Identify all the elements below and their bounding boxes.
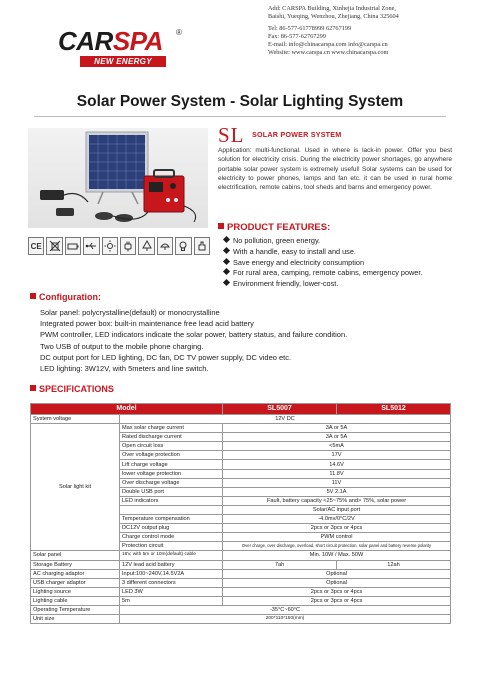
table-cell: Over charge, over discharge, overload, short circuit protection, solar panel and battery reverse polarity <box>223 542 451 551</box>
table-cell: -35°C~60°C <box>120 605 451 614</box>
list-item: PWM controller, LED indicators indicate the solar power, battery status, and failure condition. <box>40 330 348 340</box>
table-cell: 17V <box>223 451 451 460</box>
table-cell: Solar panel <box>31 551 120 560</box>
table-row <box>31 596 451 605</box>
solar-light-kit-label: Solar light kit <box>31 424 120 551</box>
product-photo <box>28 128 208 228</box>
table-cell: PWM control <box>223 533 451 542</box>
table-cell: Min. 10W / Max. 50W <box>223 551 451 560</box>
registered-mark: ® <box>176 28 182 37</box>
list-item: Solar panel: polycrystalline(default) or monocrystalline <box>40 308 220 317</box>
table-cell <box>120 505 223 514</box>
bulb-icon <box>175 237 191 255</box>
table-cell: 12V lead acid battery <box>120 560 223 569</box>
lamp-icon <box>157 237 173 255</box>
table-cell: Lighting source <box>31 587 120 596</box>
list-item: LED lighting: 3W12V, with 5meters and line switch. <box>40 364 209 374</box>
weee-bin-icon <box>46 237 62 255</box>
table-row <box>31 569 451 578</box>
contact-block <box>268 5 478 58</box>
feature-icons-row <box>28 237 210 257</box>
list-item: DC output port for LED lighting, DC fan, DC TV power supply, DC video etc. <box>40 352 292 362</box>
table-cell: 14.6V <box>223 460 451 469</box>
table-cell: Optional <box>223 578 451 587</box>
plug-icon <box>120 237 136 255</box>
table-cell: Open circuit loss <box>120 442 223 451</box>
table-row <box>31 578 451 587</box>
table-cell: 2pcs or 3pcs or 4pcs <box>223 587 451 596</box>
table-row <box>31 605 451 614</box>
configuration-heading: Configuration: <box>30 292 101 302</box>
adaptor-image <box>40 190 64 200</box>
table-cell: Over voltage protection <box>120 451 223 460</box>
address-line: Baishi, Yueqing, Wenzhou, Zhejiang, China 325604 <box>268 13 399 21</box>
table-cell: Input:100~240V,14.5V2A <box>120 569 223 578</box>
table-cell: System voltage <box>31 415 120 424</box>
table-cell: 200*110*150(mm) <box>120 615 451 624</box>
carspa-logo <box>58 26 208 72</box>
brand-wordmark: CARSPA <box>58 26 163 56</box>
table-cell: 18V, with 5m or 10m(default) cable <box>120 551 223 560</box>
table-cell: 2pcs or 3pcs or 4pcs <box>223 524 451 533</box>
model-a-header: SL5007 <box>223 404 337 415</box>
table-cell: Temperature compensation <box>120 515 223 524</box>
table-cell: 3A or 5A <box>223 424 451 433</box>
table-row <box>31 551 451 560</box>
table-row <box>31 415 451 424</box>
table-row <box>31 615 451 624</box>
model-b-header: SL5012 <box>337 404 451 415</box>
table-cell: AC charging adaptor <box>31 569 120 578</box>
table-cell: 12ah <box>337 560 451 569</box>
table-cell: 3A or 5A <box>223 433 451 442</box>
table-cell: LED 3W <box>120 587 223 596</box>
table-cell: Unit size <box>31 615 120 624</box>
table-cell: Storage Battery <box>31 560 120 569</box>
table-row <box>31 424 451 433</box>
table-cell: USB charger adaptor <box>31 578 120 587</box>
list-item: Environment friendly, lower-cost. <box>224 279 474 290</box>
table-cell: 5V 2.1A <box>223 487 451 496</box>
list-item: With a handle, easy to install and use. <box>224 247 474 258</box>
table-cell: Fault, battery capacity <25~75% and> 75%, solar power <box>223 496 451 505</box>
led-lamp-image <box>95 212 113 220</box>
table-cell: Protection circuit <box>120 542 223 551</box>
list-item: For rural area, camping, remote cabins, emergency power. <box>224 268 474 279</box>
phone-line: Tel: 86-577-61778999 62767199 <box>268 25 352 33</box>
table-cell: Double USB port <box>120 487 223 496</box>
table-cell: LED indicators <box>120 496 223 505</box>
table-cell: DC12V output plug <box>120 524 223 533</box>
table-header-row <box>31 404 451 415</box>
ce-icon: CE <box>28 237 44 255</box>
specifications-table <box>30 403 451 624</box>
email-line: E-mail: info@chinacarspa.com info@carspa.cn <box>268 41 388 49</box>
table-cell: 12V DC <box>120 415 451 424</box>
configuration-list <box>40 307 470 374</box>
table-cell: <5mA <box>223 442 451 451</box>
sun-icon <box>102 237 118 255</box>
table-cell: 5m <box>120 596 223 605</box>
table-cell: -4.0mv/0°C/2V <box>223 515 451 524</box>
list-item: Save energy and electricity consumption <box>224 258 474 269</box>
table-cell: Lift charge voltage <box>120 460 223 469</box>
website-line: Website: www.carspa.cn www.chinacarspa.com <box>268 49 389 57</box>
product-intro: Application: multi-functional. Used in where is lack-in power. Offer you best solution for electricity crisis. During the electricity power shortages, go anywhere portable solar power system is extremely useful! Solar systems can be used for electricity to power phones, lamps and fan etc. it can be used in rural home electrification, remote cabins, tool sheds and barns and emergency power. <box>218 147 452 192</box>
table-cell: Optional <box>223 569 451 578</box>
model-header: Model <box>31 404 223 415</box>
features-heading: PRODUCT FEATURES: <box>218 222 330 233</box>
fax-line: Fax: 86-577-62767299 <box>268 33 326 41</box>
usb-charger-image <box>56 208 74 216</box>
table-cell: Rated discharge current <box>120 433 223 442</box>
specifications-heading: SPECIFICATIONS <box>30 384 114 394</box>
power-box-image <box>144 170 184 212</box>
new-energy-tagline: NEW ENERGY <box>80 56 166 67</box>
list-item: Integrated power box: built-in maintenance free lead acid battery <box>40 319 254 329</box>
product-code: SL <box>218 123 245 147</box>
list-item: Two USB of output to the mobile phone charging. <box>40 341 204 351</box>
table-cell: 11.8V <box>223 469 451 478</box>
features-list <box>224 236 474 290</box>
battery-icon <box>65 237 81 255</box>
table-cell: 3 different connectors <box>120 578 223 587</box>
table-row <box>31 560 451 569</box>
table-cell: Solar/AC input port <box>223 505 451 514</box>
table-cell: 7ah <box>223 560 337 569</box>
list-item: No pollution, green energy. <box>224 236 474 247</box>
hand-icon <box>194 237 210 255</box>
tree-icon <box>138 237 154 255</box>
product-heading <box>218 123 342 148</box>
page-title: Solar Power System - Solar Lighting System <box>76 93 404 110</box>
table-cell: Charge control mode <box>120 533 223 542</box>
title-divider <box>34 116 446 117</box>
product-name: SOLAR POWER SYSTEM <box>252 130 342 139</box>
table-cell: 2pcs or 3pcs or 4pcs <box>223 596 451 605</box>
table-cell: Max solar charge current <box>120 424 223 433</box>
address-line: Add: CARSPA Building, Xinhejia Industrial Zone, <box>268 5 396 12</box>
table-row <box>31 587 451 596</box>
table-cell: 11V <box>223 478 451 487</box>
usb-icon <box>83 237 99 255</box>
table-cell: Lighting cable <box>31 596 120 605</box>
table-cell: Over discharge voltage <box>120 478 223 487</box>
table-cell: Operating Temperature <box>31 605 120 614</box>
table-cell: lower voltage protection <box>120 469 223 478</box>
led-lamp-image <box>115 214 133 222</box>
